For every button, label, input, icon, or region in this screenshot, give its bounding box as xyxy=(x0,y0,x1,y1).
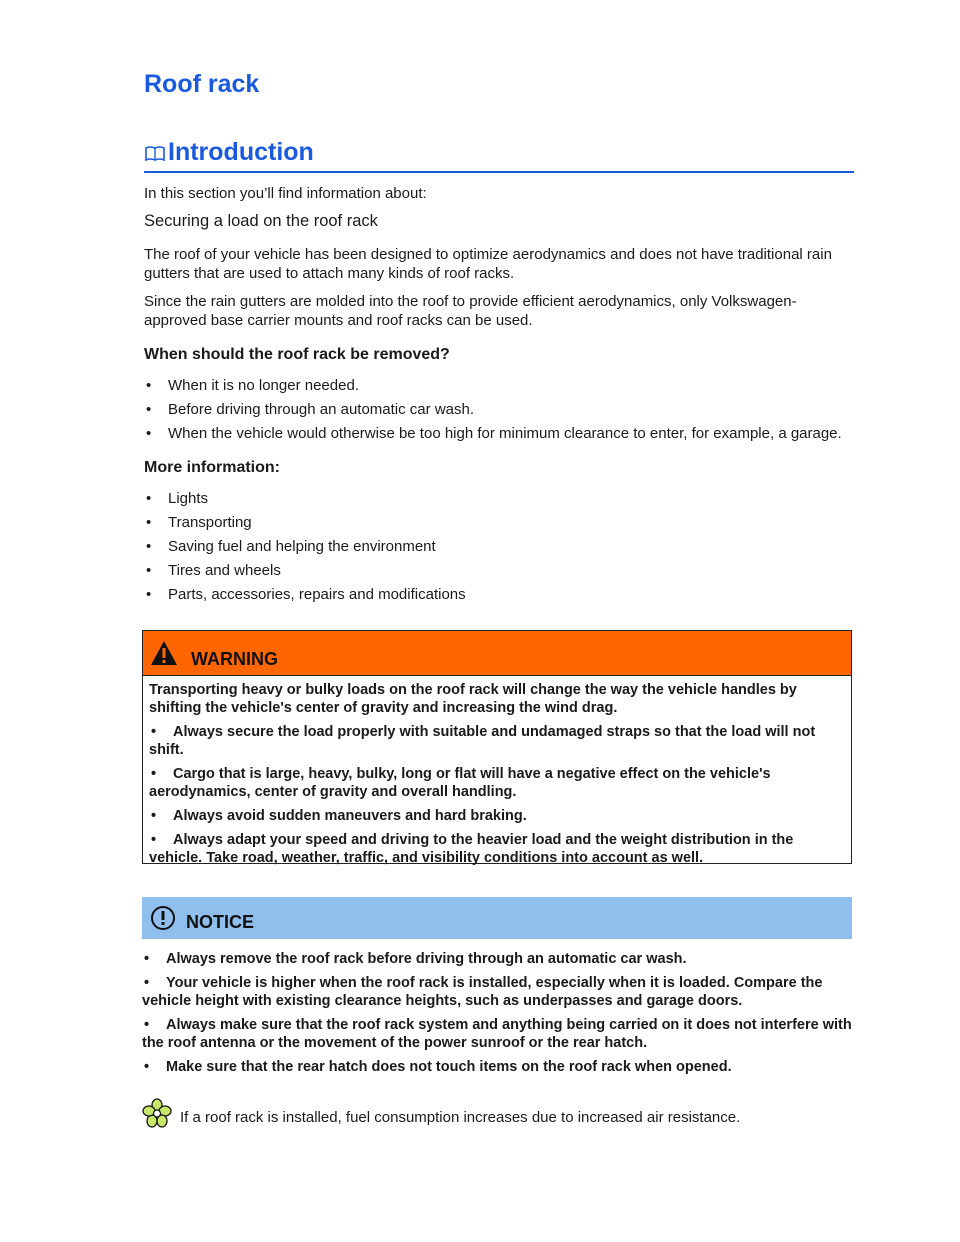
more-info-link-transporting[interactable]: • Transporting xyxy=(146,514,252,531)
more-info-link-tires[interactable]: • Tires and wheels xyxy=(146,562,281,579)
warning-item: • Always adapt your speed and driving to the heavier load and the weight distribution in the vehicle. Take road, weather, traffic, and visibility conditions into account as well. xyxy=(149,832,794,866)
notice-item: • Always remove the roof rack before driving through an automatic car wash. xyxy=(144,951,687,967)
lead-in-text: In this section you’ll find information about: xyxy=(144,185,427,202)
warning-item: • Always avoid sudden maneuvers and hard braking. xyxy=(151,808,527,824)
warning-item: • Cargo that is large, heavy, bulky, long or flat will have a negative effect on the vehicle's aerodynamics, center of gravity and overall handling. xyxy=(149,766,771,800)
paragraph: The roof of your vehicle has been designed to optimize aerodynamics and does not have traditional rain gutters that are used to attach many kinds of roof racks. xyxy=(144,246,832,282)
more-info-heading: More information: xyxy=(144,459,280,476)
warning-header xyxy=(143,631,851,676)
more-info-link-parts[interactable]: • Parts, accessories, repairs and modifications xyxy=(146,586,466,603)
eco-tip xyxy=(142,1098,854,1128)
more-info-link-lights[interactable]: • Lights xyxy=(146,490,209,507)
removal-heading: When should the roof rack be removed? xyxy=(144,346,450,363)
flower-icon xyxy=(142,1098,172,1128)
warning-intro: Transporting heavy or bulky loads on the roof rack will change the way the vehicle handles by shifting the vehicle's center of gravity and increasing the wind drag. xyxy=(149,682,797,716)
more-info-link-saving-fuel[interactable]: • Saving fuel and helping the environment xyxy=(146,538,436,555)
warning-body xyxy=(143,676,851,867)
list-item: • When the vehicle would otherwise be too high for minimum clearance to enter, for example, a garage. xyxy=(146,425,842,442)
page-title: Roof rack xyxy=(144,70,260,98)
introduction-body xyxy=(144,184,844,609)
topic-text: Securing a load on the roof rack xyxy=(144,212,378,230)
notice-item: • Make sure that the rear hatch does not touch items on the roof rack when opened. xyxy=(144,1059,732,1075)
notice-item: • Your vehicle is higher when the roof rack is installed, especially when it is loaded. Compare the vehicle height with existing clearance heights, such as underpasses and garage doors. xyxy=(142,975,823,1009)
list-item: • When it is no longer needed. xyxy=(146,377,359,394)
warning-triangle-icon xyxy=(149,639,179,667)
warning-item: • Always secure the load properly with suitable and undamaged straps so that the load will not shift. xyxy=(149,724,816,758)
introduction-heading-row xyxy=(144,138,854,173)
notice-item: • Always make sure that the roof rack system and anything being carried on it does not interfere with the roof antenna or the movement of the power sunroof or the rear hatch. xyxy=(142,1017,852,1051)
warning-box xyxy=(142,630,852,864)
notice-body xyxy=(142,950,854,1082)
exclamation-circle-icon xyxy=(150,905,176,931)
warning-label: WARNING xyxy=(191,648,278,669)
notice-header xyxy=(142,897,852,939)
paragraph: Since the rain gutters are molded into the roof to provide efficient aerodynamics, only Volkswagen-approved base carrier mounts and roof racks can be used. xyxy=(144,293,797,329)
list-item: • Before driving through an automatic car wash. xyxy=(146,401,474,418)
notice-label: NOTICE xyxy=(186,911,255,932)
eco-tip-text: If a roof rack is installed, fuel consumption increases due to increased air resistance. xyxy=(180,1109,741,1126)
book-icon xyxy=(144,142,166,164)
introduction-heading: Introduction xyxy=(168,138,314,166)
